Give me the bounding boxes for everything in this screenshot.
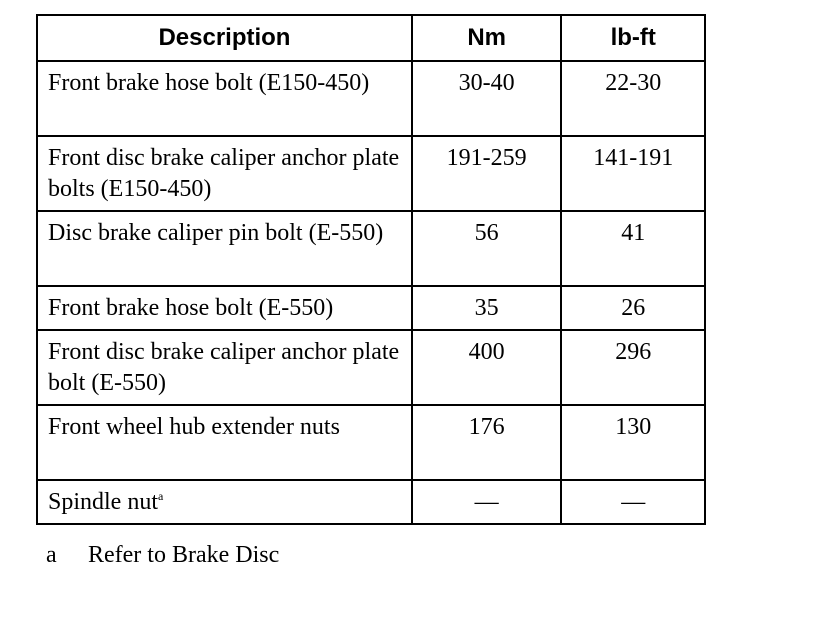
row-description: Disc brake caliper pin bolt (E-550) bbox=[37, 211, 412, 286]
row-description: Front brake hose bolt (E150-450) bbox=[37, 61, 412, 136]
table-header-row bbox=[37, 15, 705, 61]
table-row bbox=[37, 136, 705, 211]
footnote-reference: a bbox=[158, 489, 164, 503]
table-row bbox=[37, 480, 705, 524]
row-lbft-value: 26 bbox=[561, 286, 705, 330]
row-description: Front wheel hub extender nuts bbox=[37, 405, 412, 480]
row-nm-value: 56 bbox=[412, 211, 562, 286]
row-description: Front disc brake caliper anchor plate bolt (E-550) bbox=[37, 330, 412, 405]
footnote-marker: a bbox=[46, 542, 57, 568]
row-lbft-value: 296 bbox=[561, 330, 705, 405]
row-description: Spindle nut bbox=[48, 489, 159, 515]
row-lbft-value: 22-30 bbox=[561, 61, 705, 136]
row-description: Front brake hose bolt (E-550) bbox=[37, 286, 412, 330]
header-description: Description bbox=[37, 15, 412, 61]
footnote-text: Refer to Brake Disc bbox=[88, 542, 280, 568]
row-description-cell bbox=[37, 480, 412, 524]
row-lbft-value: 130 bbox=[561, 405, 705, 480]
row-nm-value: 30-40 bbox=[412, 61, 562, 136]
header-nm: Nm bbox=[412, 15, 562, 61]
row-nm-value: 176 bbox=[412, 405, 562, 480]
header-lbft: lb-ft bbox=[561, 15, 705, 61]
torque-specifications-table bbox=[36, 14, 706, 525]
footnote bbox=[46, 540, 279, 570]
row-nm-value: 191-259 bbox=[412, 136, 562, 211]
row-lbft-value: 41 bbox=[561, 211, 705, 286]
table-row bbox=[37, 405, 705, 480]
row-nm-value: 400 bbox=[412, 330, 562, 405]
row-description: Front disc brake caliper anchor plate bolts (E150-450) bbox=[37, 136, 412, 211]
table-row bbox=[37, 286, 705, 330]
row-lbft-value: — bbox=[561, 480, 705, 524]
table-row bbox=[37, 330, 705, 405]
table-row bbox=[37, 61, 705, 136]
row-lbft-value: 141-191 bbox=[561, 136, 705, 211]
row-nm-value: — bbox=[412, 480, 562, 524]
table-row bbox=[37, 211, 705, 286]
row-nm-value: 35 bbox=[412, 286, 562, 330]
